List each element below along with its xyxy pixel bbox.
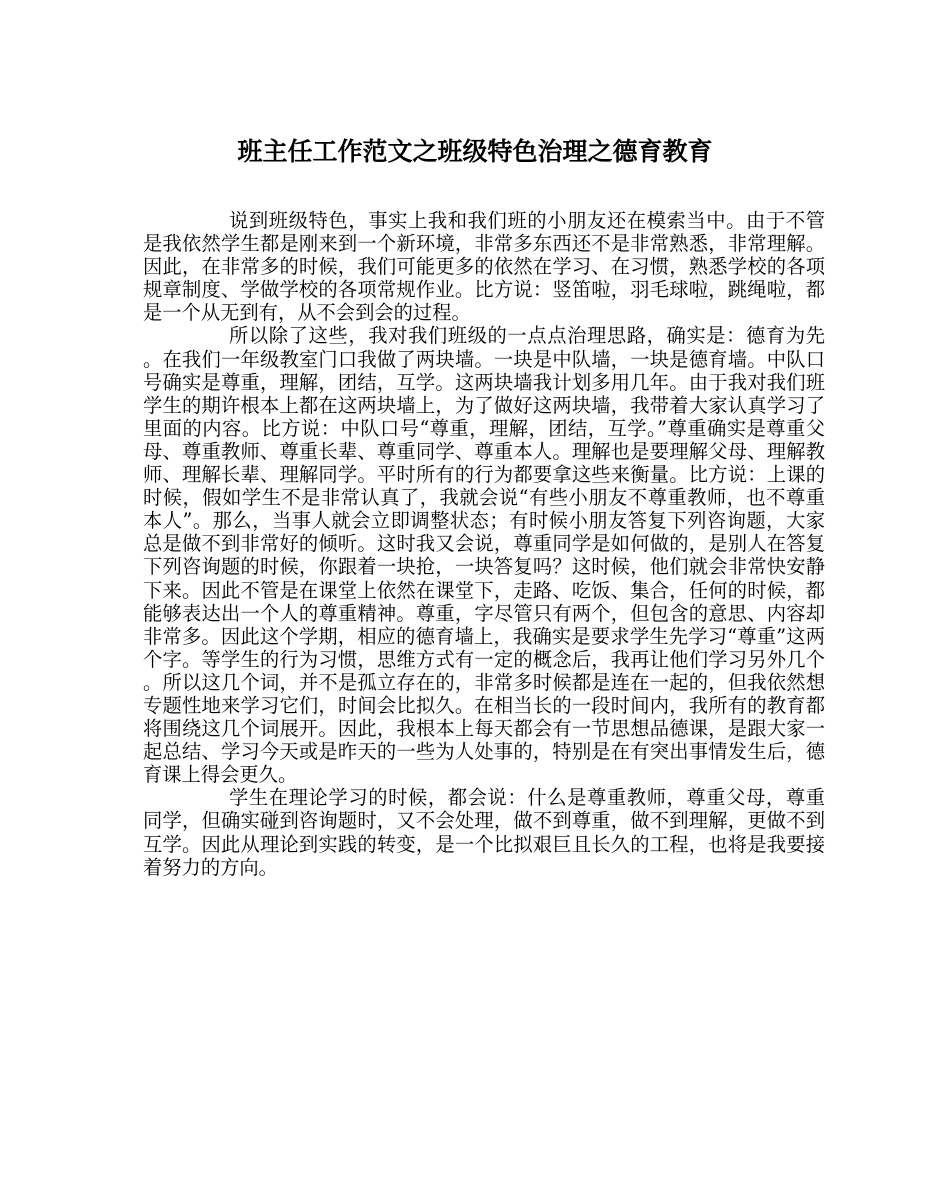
- paragraph-2: 所以除了这些，我对我们班级的一点点治理思路，确实是：德育为先。在我们一年级教室门口我做了两块墙。一块是中队墙，一块是德育墙。中队口号确实是尊重，理解，团结，互学。这两块墙我计划多用几年。由于我对我们班学生的期许根本上都在这两块墙上，为了做好这两块墙，我带着大家认真学习了里面的内容。比方说：中队口号“尊重，理解，团结，互学。”尊重确实是尊重父母、尊重教师、尊重长辈、尊重同学、尊重本人。理解也是要理解父母、理解教师、理解长辈、理解同学。平时所有的行为都要拿这些来衡量。比方说：上课的时候，假如学生不是非常认真了，我就会说“有些小朋友不尊重教师，也不尊重本人”。那么，当事人就会立即调整状态；有时候小朋友答复下列咨询题，大家总是做不到非常好的倾听。这时我又会说，尊重同学是如何做的，是别人在答复下列咨询题的时候，你跟着一块抢，一块答复吗？这时候，他们就会非常快安静下来。因此不管是在课堂上依然在课堂下，走路、吃饭、集合，任何的时候，都能够表达出一个人的尊重精神。尊重，字尽管只有两个，但包含的意思、内容却非常多。因此这个学期，相应的德育墙上，我确实是要求学生先学习“尊重”这两个字。等学生的行为习惯，思维方式有一定的概念后，我再让他们学习另外几个。所以这几个词，并不是孤立存在的，非常多时候都是连在一起的，但我依然想专题性地来学习它们，时间会比拟久。在相当长的一段时间内，我所有的教育都将围绕这几个词展开。因此，我根本上每天都会有一节思想品德课，是跟大家一起总结、学习今天或是昨天的一些为人处事的，特别是在有突出事情发生后，德育课上得会更久。: [143, 324, 825, 787]
- document-title: 班主任工作范文之班级特色治理之德育教育: [237, 137, 713, 166]
- paragraph-3: 学生在理论学习的时候，都会说：什么是尊重教师，尊重父母，尊重同学，但确实碰到咨询题时，又不会处理，做不到尊重，做不到理解，更做不到互学。因此从理论到实践的转变，是一个比拟艰巨且长久的工程，也将是我要接着努力的方向。: [143, 786, 825, 879]
- paragraph-1: 说到班级特色，事实上我和我们班的小朋友还在模索当中。由于不管是我依然学生都是刚来到一个新环境，非常多东西还不是非常熟悉，非常理解。因此，在非常多的时候，我们可能更多的依然在学习、在习惯，熟悉学校的各项规章制度、学做学校的各项常规作业。比方说：竖笛啦，羽毛球啦，跳绳啦，都是一个从无到有，从不会到会的过程。: [143, 209, 825, 325]
- document-body: [143, 209, 825, 879]
